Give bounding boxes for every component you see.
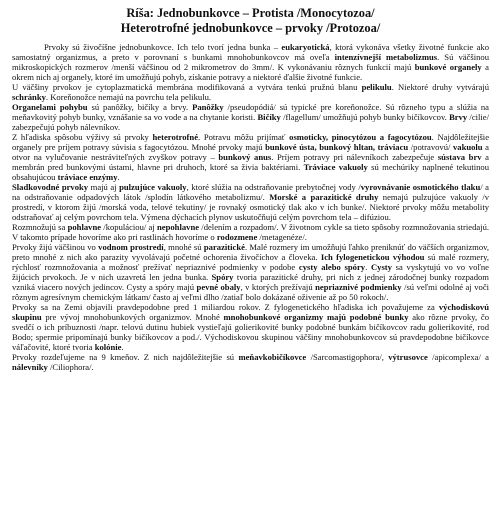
text-run: a okrem nich aj organely, ktoré im umožňujú pohyb, získanie potravy a niektoré ďalšie životné funkcie. bbox=[12, 62, 489, 82]
paragraph-4 bbox=[12, 132, 489, 182]
text-run: , ktoré slúžia na odstraňovanie prebytočnej vody / bbox=[186, 182, 361, 192]
bold-term: Ich fylogenetickou výhodou bbox=[320, 252, 425, 262]
text-run: /pseudopódiá/ sú typické pre koreňonožce. Sú rôzneho typu a slúžia na meňavkovitý pohyb bunky, vznášanie sa vo vode a na chytanie koristi. bbox=[12, 102, 489, 122]
bold-term: bunkové organely bbox=[414, 62, 482, 72]
text-run: . Sú väčšinou mikroskopických rozmerov /menší väčšinou od 2 mikrometrov do 3mm/. K vykonávaniu rôznych funkcií majú bbox=[12, 52, 489, 72]
paragraph-9 bbox=[12, 352, 489, 372]
text-run: /kopuláciou/ aj bbox=[101, 222, 158, 232]
text-run: a membrán pred bunkovými ústami, hlavne pri druhoch, ktoré sa živia baktériami. bbox=[12, 152, 489, 172]
text-run: sa vyskytujú vo vo voľne žijúcich prvokoch. Je v nich uzavretá len jedna bunka. bbox=[12, 262, 489, 282]
text-run: sú malé rozmery, rýchlosť rozmnožovania a možnosť prežívať nepriaznivé podmienky v podobe bbox=[12, 252, 489, 272]
bold-term: meňavkobičíkovce bbox=[238, 352, 307, 362]
document-title bbox=[12, 6, 489, 36]
paragraph-1 bbox=[12, 42, 489, 82]
bold-term: kolónie bbox=[94, 342, 122, 352]
bold-term: mnohobunkové organizmy majú podobné bunky bbox=[223, 312, 409, 322]
paragraph-7 bbox=[12, 242, 489, 302]
paragraph-3 bbox=[12, 102, 489, 132]
text-run: , ktorá vykonáva všetky životné funkcie ako samostatný organizmus, a preto v porovnaní s bunkami mnohobunkovcov má oveľa bbox=[12, 42, 489, 62]
paragraph-5 bbox=[12, 182, 489, 222]
text-run: /potravovú/ bbox=[408, 142, 453, 152]
text-run: a otvor na vylučovanie nestráviteľných zvyškov potravy – bbox=[12, 142, 489, 162]
text-run: Prvoky žijú väčšinou vo bbox=[12, 242, 99, 252]
text-run: /delením a rozpadom/. V životnom cykle sa tieto spôsoby rozmnožovania striedajú. V takomto prípade hovoríme ako pri rastlinách hovoríme o bbox=[12, 222, 490, 242]
text-run: . bbox=[117, 172, 120, 182]
text-run: /Ciliophora/. bbox=[47, 362, 94, 372]
bold-term: vodnom prostredí bbox=[98, 242, 164, 252]
paragraph-2 bbox=[12, 82, 489, 102]
bold-term: sústava brv bbox=[437, 152, 482, 162]
bold-term: tráviace enzýmy bbox=[57, 172, 118, 182]
text-run: pre vývoj mnohobunkových organizmov. Mnohé bbox=[41, 312, 224, 322]
text-run: sú panôžky, bičíky a brvy. bbox=[87, 102, 193, 112]
bold-term: Cysty bbox=[370, 262, 392, 272]
text-run: Prvoky sa na Zemi objavili pravdepodobne pred 1 miliardou rokov. Z fylogenetického hľadiska ich považujeme za bbox=[12, 302, 439, 312]
text-run: /metagenéze/. bbox=[257, 232, 307, 242]
bold-term: bunkové ústa, bunkový hltan, tráviacu bbox=[265, 142, 409, 152]
text-run: U väčšiny prvokov je cytoplazmatická membrána modifikovaná a vytvára tenkú pružnú blanu bbox=[12, 82, 362, 92]
text-run: . bbox=[365, 262, 371, 272]
bold-term: vyrovnávanie osmotického tlaku bbox=[360, 182, 481, 192]
text-run: . Potravu môžu prijímať bbox=[198, 132, 290, 142]
bold-term: nepriaznivé podmienky bbox=[315, 282, 402, 292]
bold-term: cysty alebo spóry bbox=[298, 262, 366, 272]
bold-term: nálevníky bbox=[12, 362, 48, 372]
bold-term: parazitické bbox=[203, 242, 245, 252]
bold-term: nepohlavne bbox=[157, 222, 200, 232]
text-run: . Najdôležitejšie organely pre príjem potravy súvisia s fagocytózou. Mnohé prvoky majú bbox=[12, 132, 490, 152]
paragraph-6 bbox=[12, 222, 489, 242]
bold-term: heterotrofné bbox=[152, 132, 199, 142]
document-body bbox=[12, 42, 489, 372]
bold-term: bunkový anus bbox=[218, 152, 272, 162]
text-run: , v ktorých prežívajú bbox=[240, 282, 316, 292]
bold-term: vakuolu bbox=[452, 142, 483, 152]
bold-term: pevné obaly bbox=[196, 282, 241, 292]
bold-term: výtrusovce bbox=[388, 352, 428, 362]
paragraph-8 bbox=[12, 302, 489, 352]
bold-term: Tráviace vakuoly bbox=[303, 162, 368, 172]
text-run: Z hľadiska spôsobu výživy sú prvoky bbox=[12, 132, 153, 142]
bold-term: pohlavne bbox=[67, 222, 102, 232]
bold-term: Bičíky bbox=[257, 112, 281, 122]
text-run: /sú veľmi odolné aj voči rôznym agresívnym chemickým látkam/ často aj veľmi dlho /zatiaľ bolo dokázané oživenie až po 50 rokoch/. bbox=[12, 282, 490, 302]
bold-term: Morské a parazitické druhy bbox=[269, 192, 379, 202]
text-run: /apicomplexa/ a bbox=[427, 352, 489, 362]
text-run: . Niektoré druhy vytvárajú bbox=[391, 82, 489, 92]
text-run: / a na odstraňovanie odpadových látok /splodín látkového metabolizmu/. bbox=[12, 182, 489, 202]
bold-term: intenzívnejší metabolizmus bbox=[334, 52, 438, 62]
bold-term: osmoticky, pinocytózou a fagocytózou bbox=[289, 132, 432, 142]
text-run: ako rôzne prvoky, čo svedčí o ich príbuznosti /napr. telovú dutinu hubiek vystieľajú golierikovité bunky podobné bunkám bičíkovcov radu golierikovité, rod Bodo; spermie pripomínajú bunky bičíkovcov a pod./. Východiskovou skupinou väčšiny mnohobunkovcov sú pravdepodobne bičíkovce váľačovité, ktoré tvoria bbox=[12, 312, 489, 352]
bold-term: Spóry bbox=[211, 272, 234, 282]
text-run: Prvoky rozdeľujeme na 9 kmeňov. Z nich najdôležitejšie sú bbox=[12, 352, 239, 362]
text-run: /cilie/ zabezpečujú pohyb nálevníkov. bbox=[12, 112, 490, 132]
text-run: Prvoky sú živočíšne jednobunkovce. Ich telo tvorí jedna bunka – bbox=[44, 42, 282, 52]
bold-term: Sladkovodné prvoky bbox=[12, 182, 89, 192]
text-run: tvoria parazitické druhy, pri nich z jednej zárodočnej bunky rozpadom vzniká viacero nových jedincov. Cysty a spóry majú bbox=[12, 272, 489, 292]
bold-term: pelikulu bbox=[361, 82, 392, 92]
bold-term: Panôžky bbox=[192, 102, 224, 112]
title-line-1: Ríša: Jednobunkovce – Protista /Monocytozoa/ bbox=[126, 6, 375, 20]
bold-term: pulzujúce vakuoly bbox=[119, 182, 187, 192]
bold-term: eukaryotická bbox=[281, 42, 330, 52]
bold-term: schránky bbox=[12, 92, 46, 102]
text-run: . bbox=[121, 342, 124, 352]
title-line-2: Heterotrofné jednobunkovce – prvoky /Protozoa/ bbox=[120, 21, 381, 35]
text-run: Rozmnožujú sa bbox=[12, 222, 68, 232]
text-run: nemajú pulzujúce vakuoly /v prostredí, v ktorom žijú /morská voda, telové tekutiny/ je rovnaký osmotický tlak ako v ich bunke/. Niektoré prvoky môžu metabolity odstraňovať aj celým povrchom tela. Výmena dýchacích plynov uskutočňujú celým povrchom tela – difúziou. bbox=[12, 192, 490, 222]
bold-term: rodozmene bbox=[216, 232, 258, 242]
bold-term: východiskovú skupinu bbox=[12, 302, 489, 322]
text-run: . Koreňonožce nemajú na povrchu tela pelikulu. bbox=[45, 92, 212, 102]
text-run: majú aj bbox=[88, 182, 120, 192]
text-run: /flagellum/ umožňujú pohyb bunky bičíkovcov. bbox=[280, 112, 450, 122]
text-run: , mnohé sú bbox=[163, 242, 204, 252]
bold-term: Brvy bbox=[449, 112, 468, 122]
text-run: . Príjem potravy pri nálevníkoch zabezpečuje bbox=[271, 152, 438, 162]
bold-term: Organelami pohybu bbox=[12, 102, 88, 112]
text-run: sú mechúriky naplnené tekutinou obsahujúcou bbox=[12, 162, 489, 182]
text-run: . Malé rozmery im umožňujú ľahko preniknúť do väčších organizmov, preto mnohé z nich ako parazity vyvolávajú početné ochorenia živočíchov a človeka. bbox=[12, 242, 490, 262]
text-run: /Sarcomastigophora/, bbox=[306, 352, 389, 362]
